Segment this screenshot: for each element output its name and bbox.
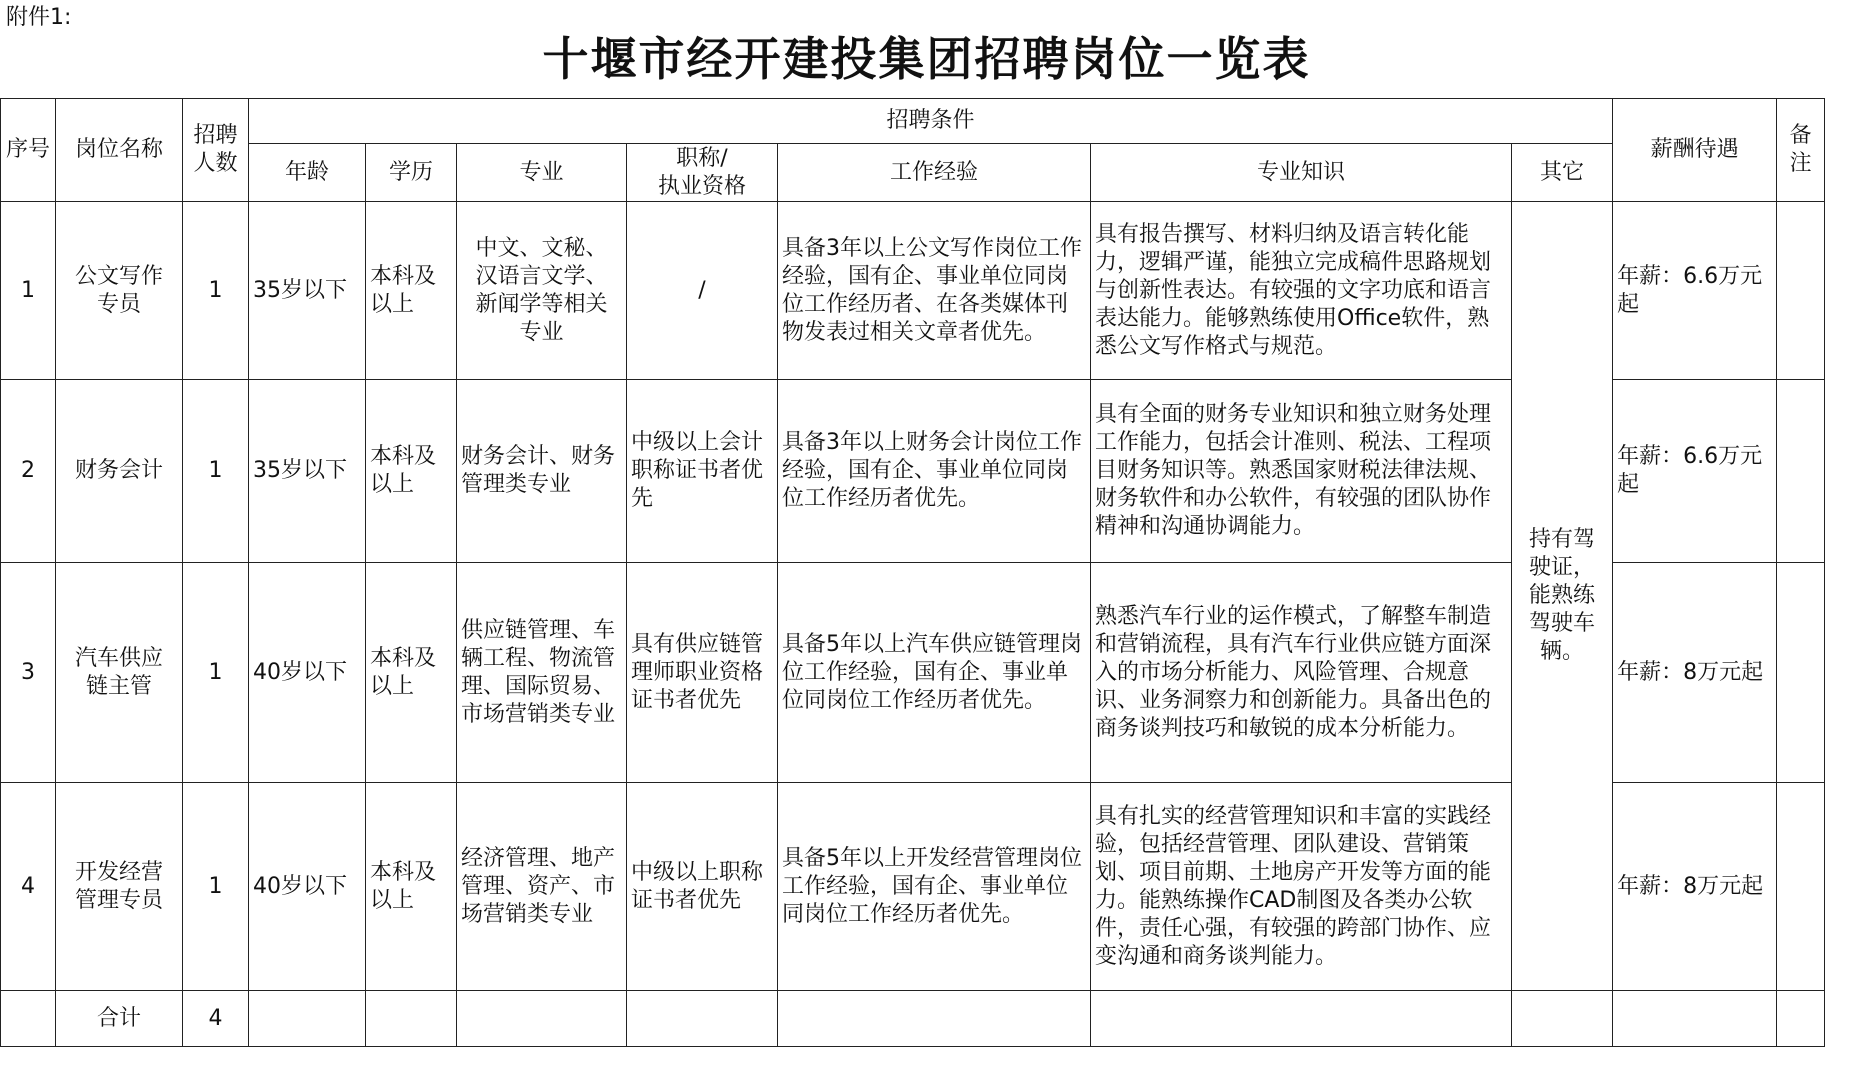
- cell-experience: 具备5年以上汽车供应链管理岗位工作经验，国有企、事业单位同岗位工作经历者优先。: [778, 563, 1091, 783]
- cell-count: 1: [183, 563, 249, 783]
- header-row-1: [1, 99, 1825, 144]
- cell-position: 汽车供应 链主管: [56, 563, 183, 783]
- cell-qualification: 具有供应链管理师职业资格证书者优先: [627, 563, 778, 783]
- attachment-label: 附件1:: [6, 5, 72, 30]
- cell-major: 供应链管理、车辆工程、物流管理、国际贸易、市场营销类专业: [457, 563, 627, 783]
- header-position: 岗位名称: [56, 99, 183, 202]
- cell-seq: 3: [1, 563, 56, 783]
- cell-salary: 年薪：6.6万元起: [1613, 380, 1777, 563]
- cell-seq: 1: [1, 202, 56, 380]
- cell-empty: [457, 991, 627, 1047]
- cell-empty: [249, 991, 366, 1047]
- cell-empty: [1613, 991, 1777, 1047]
- header-row-2: [1, 144, 1825, 202]
- cell-knowledge: 具有扎实的经营管理知识和丰富的实践经验，包括经营管理、团队建设、营销策划、项目前期、土地房产开发等方面的能力。能熟练操作CAD制图及各类办公软件，责任心强，有较强的跨部门协作、应变沟通和商务谈判能力。: [1091, 783, 1512, 991]
- header-knowledge: 专业知识: [1091, 144, 1512, 202]
- cell-position: 公文写作 专员: [56, 202, 183, 380]
- cell-remark: [1777, 202, 1825, 380]
- cell-education: 本科及 以上: [366, 202, 457, 380]
- cell-remark: [1777, 783, 1825, 991]
- cell-empty: [1777, 991, 1825, 1047]
- cell-education: 本科及 以上: [366, 563, 457, 783]
- cell-salary: 年薪：8万元起: [1613, 563, 1777, 783]
- header-experience: 工作经验: [778, 144, 1091, 202]
- cell-major: 中文、文秘、 汉语言文学、 新闻学等相关 专业: [457, 202, 627, 380]
- cell-major: 经济管理、地产管理、资产、市场营销类专业: [457, 783, 627, 991]
- cell-age: 40岁以下: [249, 783, 366, 991]
- cell-experience: 具备5年以上开发经营管理岗位工作经验，国有企、事业单位同岗位工作经历者优先。: [778, 783, 1091, 991]
- header-salary: 薪酬待遇: [1613, 99, 1777, 202]
- page-title: 十堰市经开建投集团招聘岗位一览表: [542, 32, 1311, 86]
- header-conditions: 招聘条件: [249, 99, 1613, 144]
- header-major: 专业: [457, 144, 627, 202]
- cell-experience: 具备3年以上公文写作岗位工作经验，国有企、事业单位同岗位工作经历者、在各类媒体刊物发表过相关文章者优先。: [778, 202, 1091, 380]
- cell-knowledge: 具有全面的财务专业知识和独立财务处理工作能力，包括会计准则、税法、工程项目财务知识等。熟悉国家财税法律法规、财务软件和办公软件，有较强的团队协作精神和沟通协调能力。: [1091, 380, 1512, 563]
- recruitment-table: [0, 98, 1825, 1047]
- cell-major: 财务会计、财务管理类专业: [457, 380, 627, 563]
- cell-knowledge: 具有报告撰写、材料归纳及语言转化能力，逻辑严谨，能独立完成稿件思路规划与创新性表达。有较强的文字功底和语言表达能力。能够熟练使用Office软件，熟悉公文写作格式与规范。: [1091, 202, 1512, 380]
- cell-education: 本科及 以上: [366, 783, 457, 991]
- header-remark: 备 注: [1777, 99, 1825, 202]
- cell-empty: [366, 991, 457, 1047]
- cell-age: 35岁以下: [249, 380, 366, 563]
- total-row: [1, 991, 1825, 1047]
- cell-other-merged: 持有驾驶证，能熟练驾驶车辆。: [1512, 202, 1613, 991]
- header-other: 其它: [1512, 144, 1613, 202]
- cell-position: 财务会计: [56, 380, 183, 563]
- header-education: 学历: [366, 144, 457, 202]
- header-count: 招聘 人数: [183, 99, 249, 202]
- cell-qualification: 中级以上会计职称证书者优先: [627, 380, 778, 563]
- cell-education: 本科及 以上: [366, 380, 457, 563]
- cell-seq: 2: [1, 380, 56, 563]
- cell-remark: [1777, 380, 1825, 563]
- cell-qualification: /: [627, 202, 778, 380]
- cell-count: 1: [183, 380, 249, 563]
- cell-position: 开发经营 管理专员: [56, 783, 183, 991]
- table-row: [1, 202, 1825, 380]
- cell-seq: 4: [1, 783, 56, 991]
- cell-empty: [1091, 991, 1512, 1047]
- cell-qualification: 中级以上职称证书者优先: [627, 783, 778, 991]
- cell-age: 40岁以下: [249, 563, 366, 783]
- cell-knowledge: 熟悉汽车行业的运作模式，了解整车制造和营销流程，具有汽车行业供应链方面深入的市场分析能力、风险管理、合规意识、业务洞察力和创新能力。具备出色的商务谈判技巧和敏锐的成本分析能力。: [1091, 563, 1512, 783]
- cell-remark: [1777, 563, 1825, 783]
- cell-salary: 年薪：6.6万元起: [1613, 202, 1777, 380]
- header-seq: 序号: [1, 99, 56, 202]
- cell-seq: [1, 991, 56, 1047]
- total-count: 4: [183, 991, 249, 1047]
- cell-experience: 具备3年以上财务会计岗位工作经验，国有企、事业单位同岗位工作经历者优先。: [778, 380, 1091, 563]
- cell-empty: [1512, 991, 1613, 1047]
- header-qualification: 职称/ 执业资格: [627, 144, 778, 202]
- cell-empty: [627, 991, 778, 1047]
- cell-count: 1: [183, 202, 249, 380]
- total-label: 合计: [56, 991, 183, 1047]
- header-age: 年龄: [249, 144, 366, 202]
- cell-salary: 年薪：8万元起: [1613, 783, 1777, 991]
- cell-age: 35岁以下: [249, 202, 366, 380]
- cell-empty: [778, 991, 1091, 1047]
- cell-count: 1: [183, 783, 249, 991]
